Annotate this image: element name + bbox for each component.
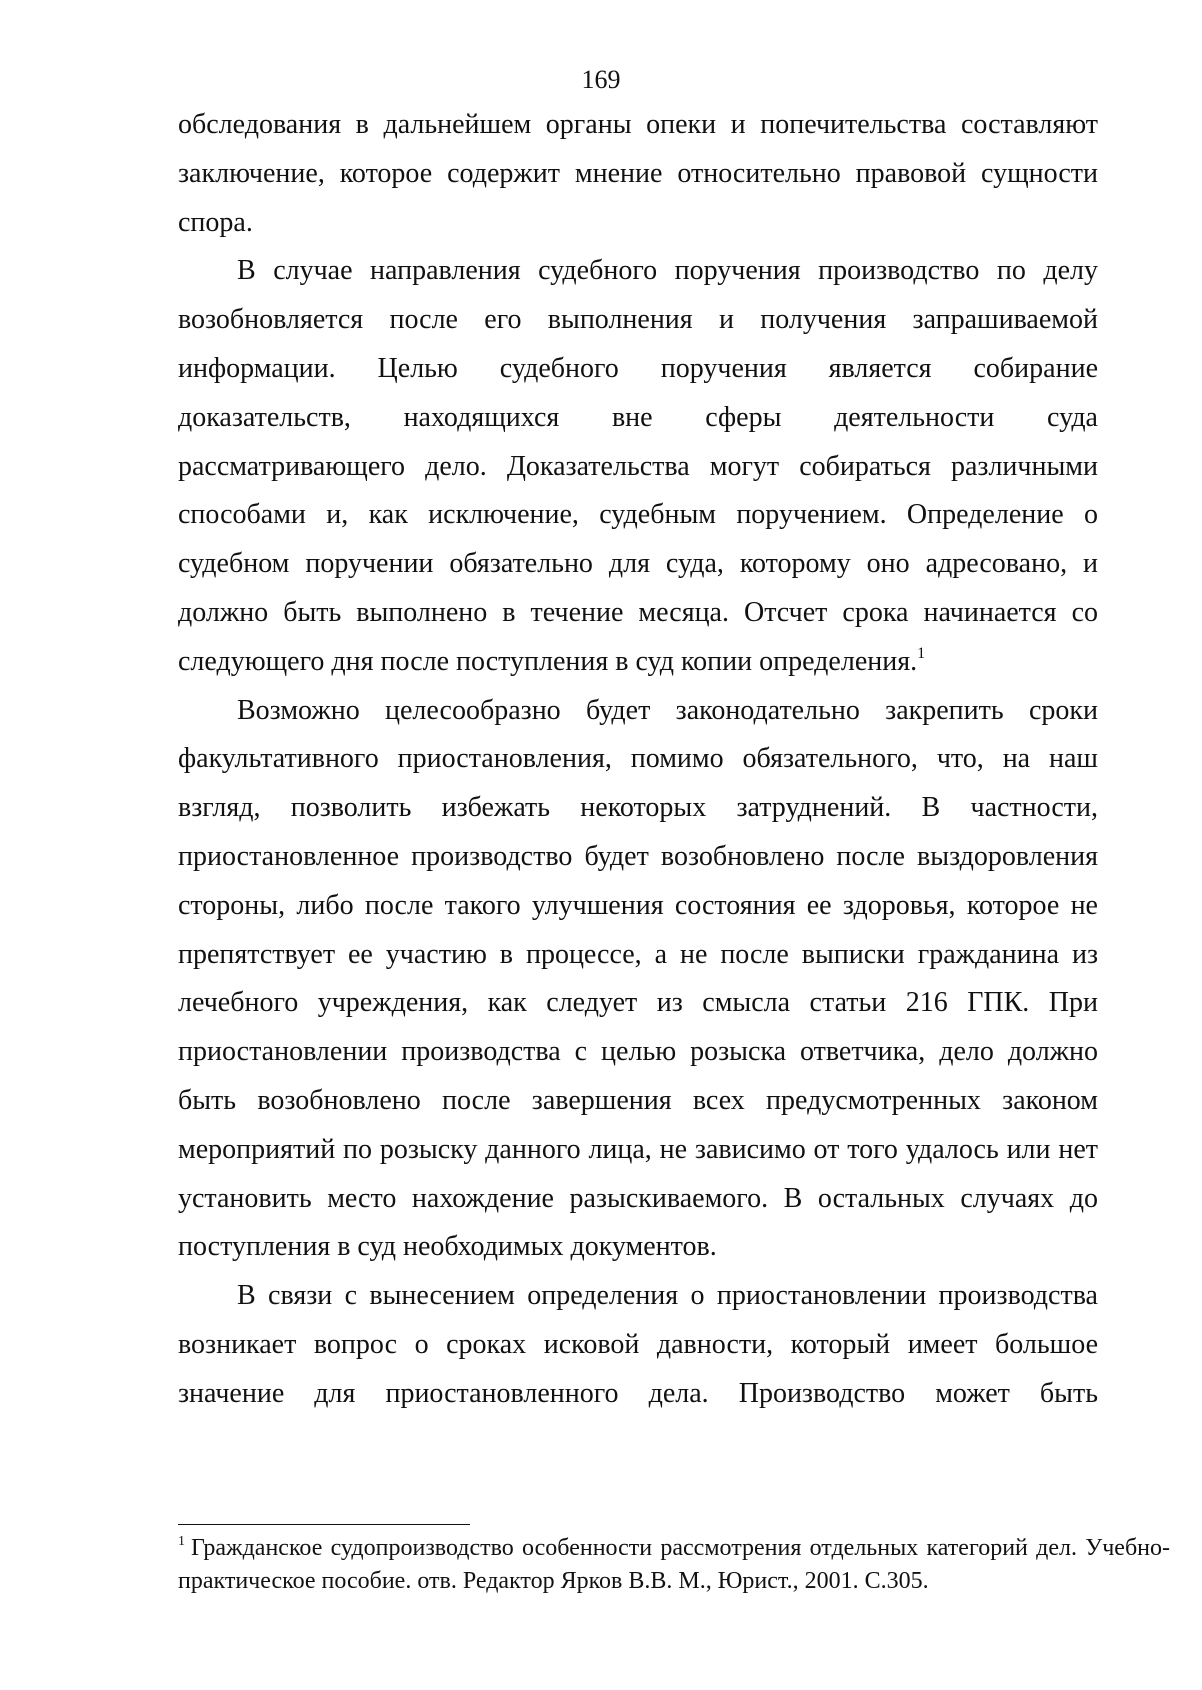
footnote-mark: 1	[178, 1534, 185, 1549]
footnote-paragraph	[178, 1532, 1170, 1598]
paragraph-4: В связи с вынесением определения о приостановлении производства возникает вопрос о сроках исковой давности, который имеет большое значение для приостановленного дела. Производство может быть	[178, 1280, 1098, 1409]
footnote	[178, 1532, 1170, 1598]
body-text	[178, 101, 1098, 1419]
page-number: 169	[581, 65, 621, 94]
paragraph-1: обследования в дальнейшем органы опеки и попечительства составляют заключение, которое содержит мнение относительно правовой сущности спора.	[178, 109, 1098, 238]
paragraph-3: Возможно целесообразно будет законодательно закрепить сроки факультативного приостановления, помимо обязательного, что, на наш взгляд, позволить избежать некоторых затруднений. В частности, приостановленное производство будет возобновлено после выздоровления стороны, либо после такого улучшения состояния ее здоровья, которое не препятствует ее участию в процессе, а не после выписки гражданина из лечебного учреждения, как следует из смысла статьи 216 ГПК. При приостановлении производства с целью розыска ответчика, дело должно быть возобновлено после завершения всех предусмотренных законом мероприятий по розыску данного лица, не зависимо от того удалось или нет установить место нахождение разыскиваемого. В остальных случаях до поступления в суд необходимых документов.	[178, 694, 1098, 1263]
footnote-divider	[178, 1524, 470, 1525]
footnote-reference: 1	[917, 644, 926, 662]
footnote-text: Гражданское судопроизводство особенности рассмотрения отдельных категорий дел. Учебно-практическое пособие. отв. Редактор Ярков В.В. М., Юрист., 2001. С.305.	[178, 1535, 1170, 1594]
paragraph-2-text: В случае направления судебного поручения производство по делу возобновляется после его выполнения и получения запрашиваемой информации. Целью судебного поручения является собирание доказательств, находящихся вне сферы деятельности суда рассматривающего дело. Доказательства могут собираться различными способами и, как исключение, судебным поручением. Определение о судебном поручении обязательно для суда, которому оно адресовано, и должно быть выполнено в течение месяца. Отсчет срока начинается со следующего дня после поступления в суд копии определения.	[178, 255, 1098, 677]
paragraph-2	[178, 247, 1098, 686]
